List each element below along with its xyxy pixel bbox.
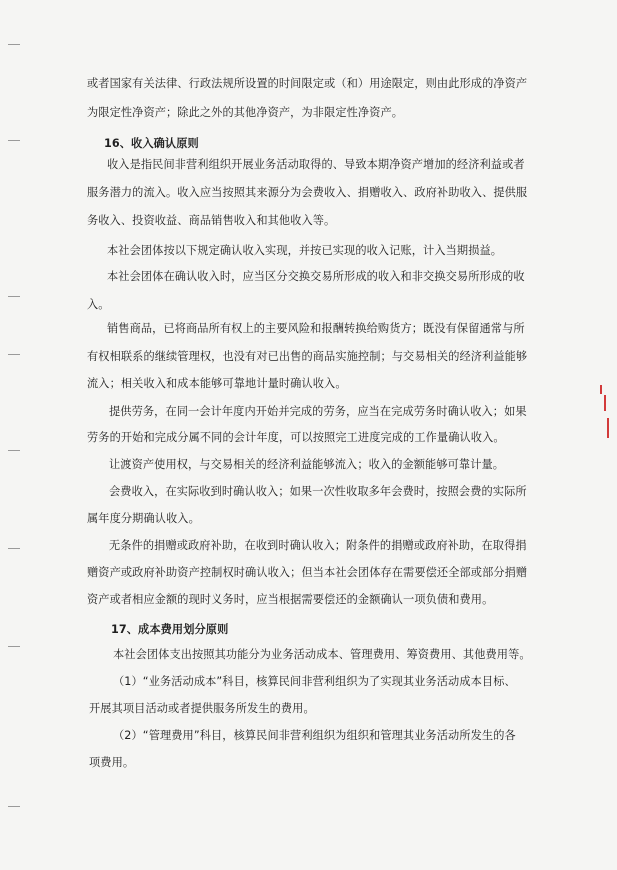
text-line: 赠资产或政府补助资产控制权时确认收入；但当本社会团体存在需要偿还全部或部分捐赠 [87,566,528,579]
text-line: 会费收入，在实际收到时确认收入；如果一次性收取多年会费时，按照会费的实际所 [109,485,527,498]
text-line: （1）“业务活动成本”科目，核算民间非营利组织为了实现其业务活动成本目标、 [113,675,516,688]
binding-mark [8,806,20,807]
binding-mark [8,548,20,549]
binding-mark [8,296,20,297]
text-line: 项费用。 [89,756,135,769]
text-line: 本社会团体在确认收入时，应当区分交换交易所形成的收入和非交换交易所形成的收 [107,270,525,283]
text-line: 开展其项目活动或者提供服务所发生的费用。 [89,702,315,715]
text-line: 让渡资产使用权，与交易相关的经济利益能够流入；收入的金额能够可靠计量。 [109,458,505,471]
text-line: 为限定性净资产；除此之外的其他净资产，为非限定性净资产。 [87,106,404,119]
text-line: 有权相联系的继续管理权，也没有对已出售的商品实施控制；与交易相关的经济利益能够 [87,350,528,363]
text-line: 本社会团体支出按照其功能分为业务活动成本、管理费用、筹资费用、其他费用等。 [113,648,531,661]
red-seal-edge [604,395,606,411]
red-seal-edge [607,418,609,438]
text-line: 务收入、投资收益、商品销售收入和其他收入等。 [87,214,336,227]
binding-mark [8,450,20,451]
section-heading: 16、收入确认原则 [104,137,199,150]
text-line: 属年度分期确认收入。 [87,512,200,525]
binding-mark [8,354,20,355]
text-line: 无条件的捐赠或政府补助，在收到时确认收入；附条件的捐赠或政府补助，在取得捐 [109,539,527,552]
text-line: 劳务的开始和完成分属不同的会计年度，可以按照完工进度完成的工作量确认收入。 [87,431,505,444]
text-line: 提供劳务，在同一会计年度内开始并完成的劳务，应当在完成劳务时确认收入；如果 [109,405,527,418]
text-line: 销售商品，已将商品所有权上的主要风险和报酬转换给购货方；既没有保留通常与所 [107,322,525,335]
section-heading: 17、成本费用划分原则 [111,623,229,636]
text-line: 流入；相关收入和成本能够可靠地计量时确认收入。 [87,377,347,390]
text-line: 服务潜力的流入。收入应当按照其来源分为会费收入、捐赠收入、政府补助收入、提供服 [87,186,528,199]
text-line: 资产或者相应金额的现时义务时，应当根据需要偿还的金额确认一项负债和费用。 [87,593,494,606]
binding-mark [8,646,20,647]
text-line: 或者国家有关法律、行政法规所设置的时间限定或（和）用途限定，则由此形成的净资产 [87,77,528,90]
red-seal-edge [600,385,602,394]
text-line: 收入是指民间非营利组织开展业务活动取得的、导致本期净资产增加的经济利益或者 [107,158,525,171]
binding-mark [8,44,20,45]
text-line: （2）“管理费用”科目，核算民间非营利组织为组织和管理其业务活动所发生的各 [113,729,516,742]
binding-mark [8,140,20,141]
text-line: 本社会团体按以下规定确认收入实现，并按已实现的收入记账，计入当期损益。 [107,244,503,257]
text-line: 入。 [87,298,110,311]
